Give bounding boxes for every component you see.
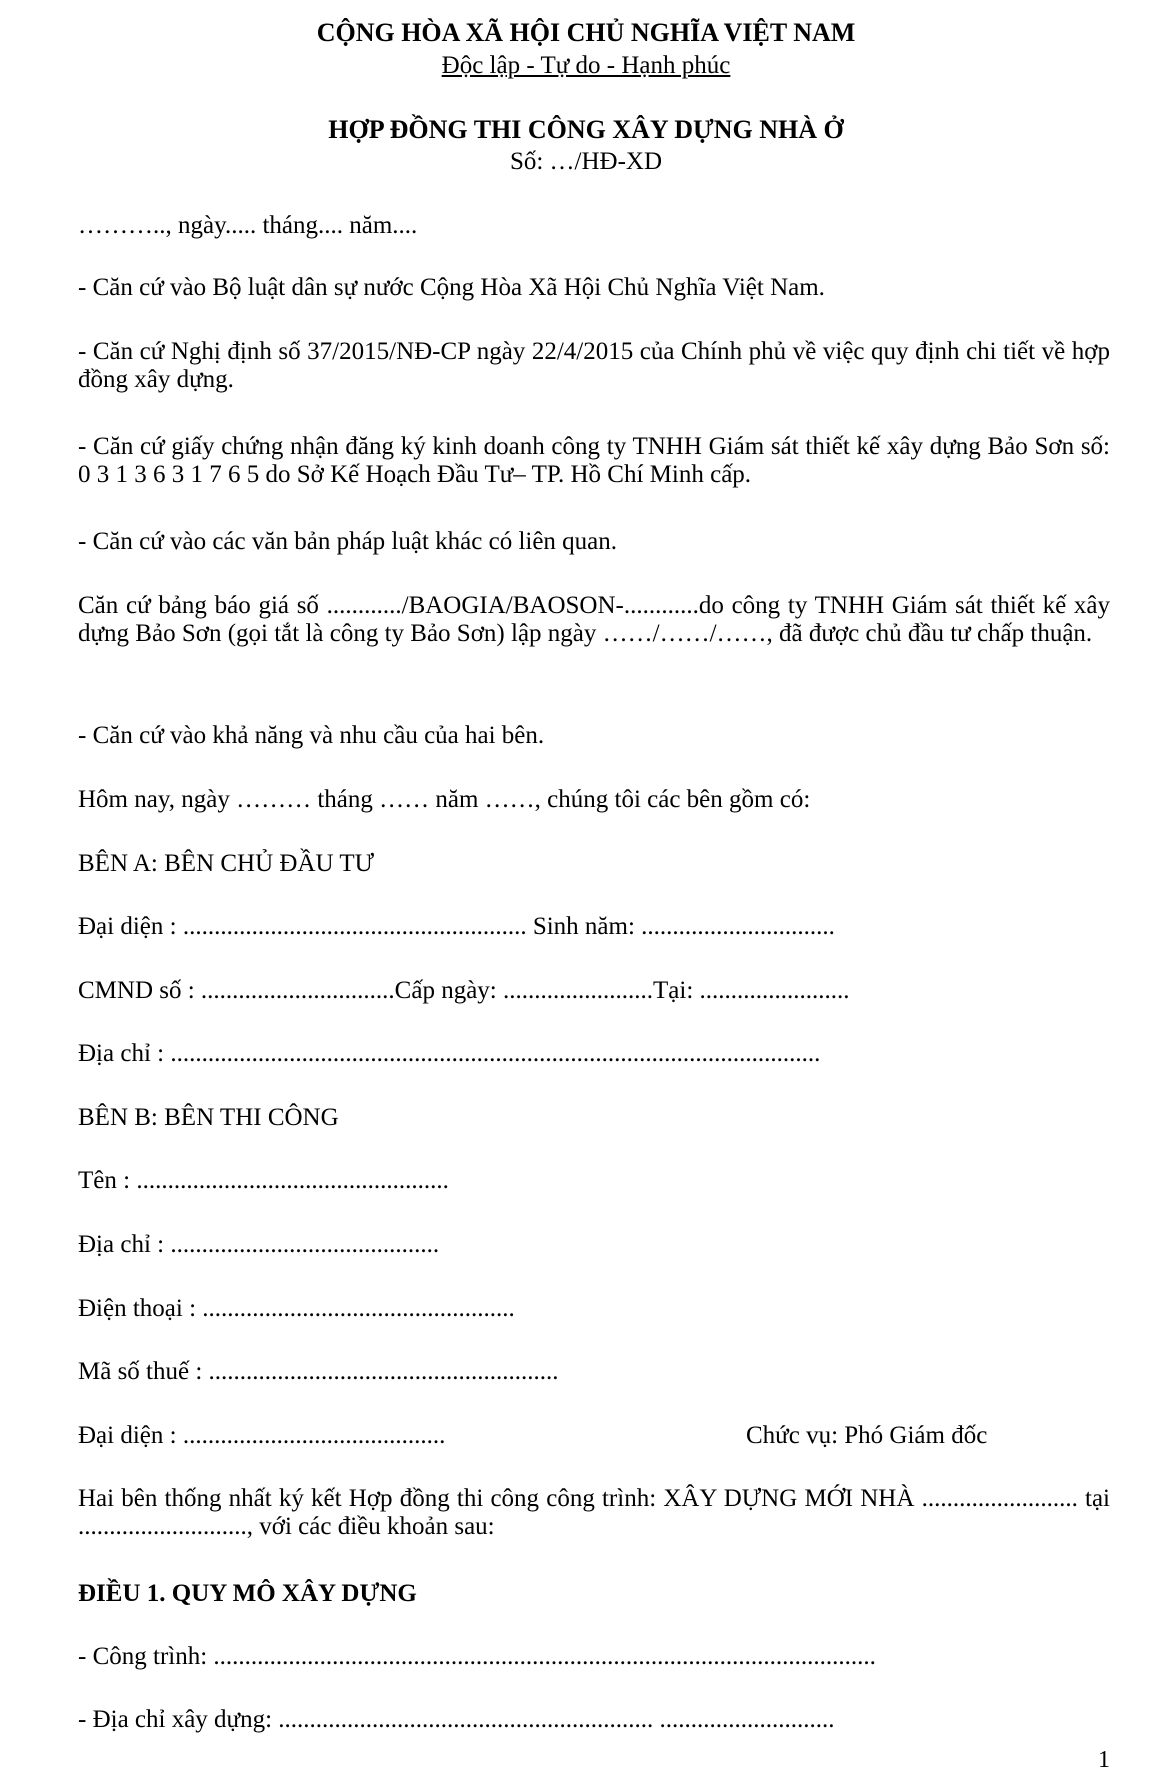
party-a-id: CMND số : ...............................Cấp ngày: ........................Tại: ........................: [78, 977, 850, 1004]
basis-decree: - Căn cứ Nghị định số 37/2015/NĐ-CP ngày 22/4/2015 của Chính phủ về việc quy định chi tiết về hợp đồng xây dựng.: [78, 338, 1110, 393]
article-1-location: - Địa chỉ xây dựng: ............................................................ ............................: [78, 1706, 835, 1733]
basis-business-license: - Căn cứ giấy chứng nhận đăng ký kinh doanh công ty TNHH Giám sát thiết kế xây dựng Bảo Sơn số: 0 3 1 3 6 3 1 7 6 5 do Sở Kế Hoạch Đầu Tư– TP. Hồ Chí Minh cấp.: [78, 433, 1110, 488]
motto: Độc lập - Tự do - Hạnh phúc: [441, 52, 731, 79]
date-line: ……….., ngày..... tháng.... năm....: [78, 212, 418, 239]
article-1-project: - Công trình: ..........................................................................................................: [78, 1643, 876, 1670]
basis-civil-code: - Căn cứ vào Bộ luật dân sự nước Cộng Hòa Xã Hội Chủ Nghĩa Việt Nam.: [78, 274, 825, 301]
party-b-address: Địa chỉ : ...........................................: [78, 1231, 440, 1258]
party-b-phone: Điện thoại : ..................................................: [78, 1295, 515, 1322]
party-a-address: Địa chỉ : ........................................................................................................: [78, 1040, 821, 1067]
party-b-rep-row: [78, 1422, 1110, 1450]
contract-title: HỢP ĐỒNG THI CÔNG XÂY DỰNG NHÀ Ở: [328, 115, 844, 144]
party-b-rep: Đại diện : ..........................................: [78, 1422, 446, 1449]
party-b-tax: Mã số thuế : ........................................................: [78, 1358, 559, 1385]
party-a-rep: Đại diện : ....................................................... Sinh năm: ...............................: [78, 913, 835, 940]
basis-capacity: - Căn cứ vào khả năng và nhu cầu của hai bên.: [78, 722, 545, 749]
contract-number: Số: …/HĐ-XD: [509, 148, 663, 175]
basis-quotation: Căn cứ bảng báo giá số ............/BAOGIA/BAOSON-............do công ty TNHH Giám sát thiết kế xây dựng Bảo Sơn (gọi tắt là công ty Bảo Sơn) lập ngày ……/……/……, đã được chủ đầu tư chấp thuận.: [78, 592, 1110, 647]
party-b-position: Chức vụ: Phó Giám đốc: [746, 1422, 988, 1449]
agreement-statement: Hai bên thống nhất ký kết Hợp đồng thi công công trình: XÂY DỰNG MỚI NHÀ ......................... tại ..........................., với các điều khoản sau:: [78, 1485, 1110, 1540]
party-a-heading: BÊN A: BÊN CHỦ ĐẦU TƯ: [78, 850, 375, 877]
article-1-heading: ĐIỀU 1. QUY MÔ XÂY DỰNG: [78, 1580, 417, 1607]
party-b-heading: BÊN B: BÊN THI CÔNG: [78, 1104, 339, 1131]
basis-other-laws: - Căn cứ vào các văn bản pháp luật khác có liên quan.: [78, 528, 618, 555]
nation-header: CỘNG HÒA XÃ HỘI CHỦ NGHĨA VIỆT NAM: [316, 18, 856, 47]
parties-intro: Hôm nay, ngày ……… tháng …… năm ……, chúng tôi các bên gồm có:: [78, 786, 811, 813]
party-b-name: Tên : ..................................................: [78, 1167, 449, 1194]
page-number: 1: [1098, 1747, 1110, 1773]
